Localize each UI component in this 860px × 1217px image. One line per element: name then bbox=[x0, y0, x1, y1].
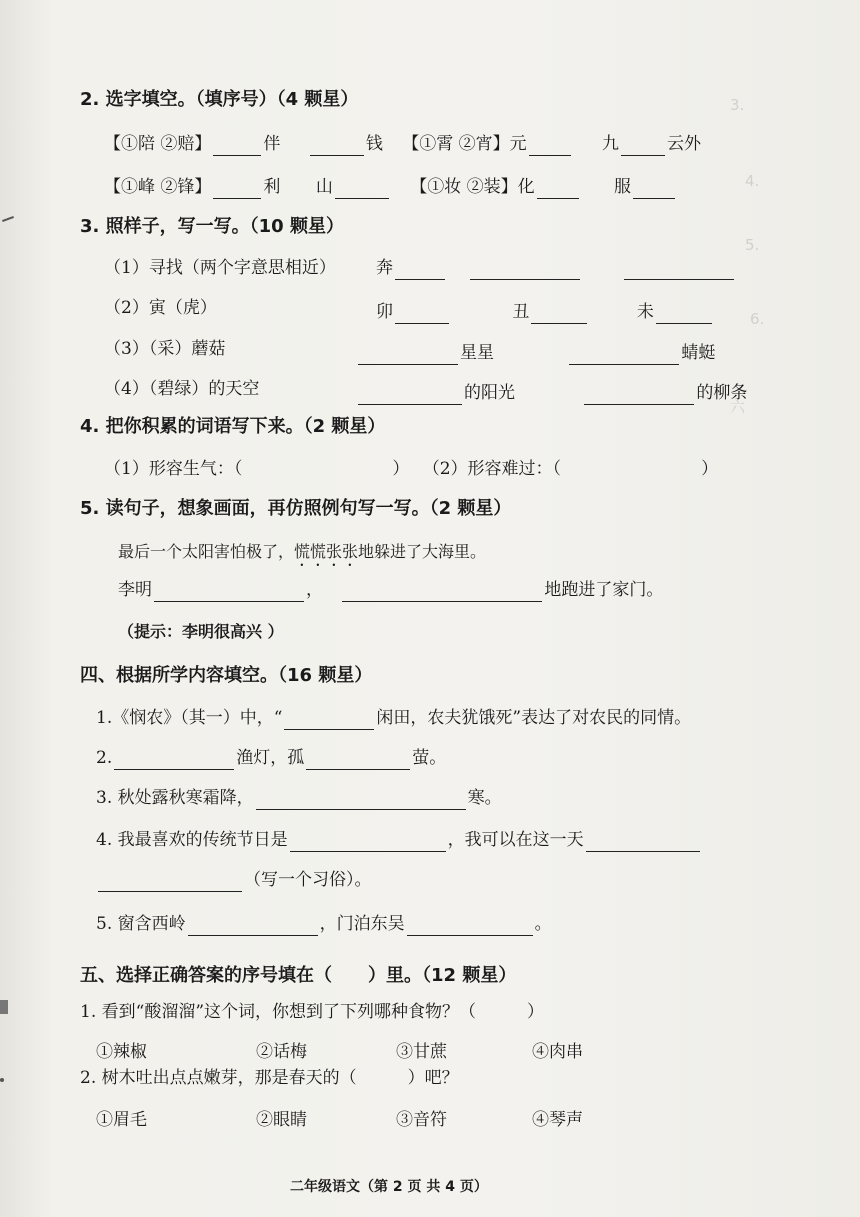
q3-row4-answers: 的阳光 的柳条 bbox=[356, 381, 747, 405]
option[interactable]: ③音符 bbox=[396, 1110, 447, 1130]
q3-row3-label: （3）（采）蘑菇 bbox=[104, 339, 226, 359]
q2-row1: 【①陪 ②赔】 伴 钱 【①霄 ②宵】元 九 云外 bbox=[104, 134, 702, 154]
answer-blank[interactable] bbox=[395, 305, 449, 324]
answer-blank[interactable] bbox=[584, 386, 694, 405]
q5-hint: （提示：李明很高兴 ） bbox=[118, 622, 284, 641]
q3-row1-answers: 奔 bbox=[376, 256, 736, 280]
q4-row: （1）形容生气：（ ） （2）形容难过：（ ） bbox=[104, 459, 719, 479]
sec5-q1-options bbox=[96, 1040, 583, 1064]
answer-blank[interactable] bbox=[656, 305, 712, 324]
answer-blank[interactable] bbox=[310, 137, 364, 156]
answer-blank[interactable] bbox=[470, 261, 580, 280]
scan-mark bbox=[0, 1000, 8, 1014]
bleed-through: 3. bbox=[730, 96, 745, 114]
bleed-through: 6. bbox=[750, 310, 765, 328]
q5-title: 5. 读句子，想象画面，再仿照例句写一写。（2 颗星） bbox=[80, 498, 512, 519]
page-footer: 二年级语文（第 2 页 共 4 页） bbox=[290, 1179, 488, 1195]
answer-blank[interactable] bbox=[633, 180, 675, 199]
sec4-item2: 2. 渔灯，孤 萤。 bbox=[96, 748, 447, 768]
sec5-q1: 1. 看到“酸溜溜”这个词，你想到了下列哪种食物？（ ） bbox=[80, 1002, 545, 1022]
q4-title: 4. 把你积累的词语写下来。（2 颗星） bbox=[80, 416, 386, 437]
q3-row3-answers: 星星 蜻蜓 bbox=[356, 341, 715, 365]
sec4-item3: 3. 秋处露秋寒霜降， 寒。 bbox=[96, 788, 502, 808]
answer-blank[interactable] bbox=[114, 751, 234, 770]
sec4-item1: 1.《悯农》（其一）中，“ 闲田，农夫犹饿死”表达了对农民的同情。 bbox=[96, 708, 692, 728]
option[interactable]: ②眼睛 bbox=[256, 1110, 307, 1130]
answer-blank[interactable] bbox=[586, 833, 700, 852]
option[interactable]: ④琴声 bbox=[532, 1110, 583, 1130]
q5-example: 最后一个太阳害怕极了，慌慌张张地躲进了大海里。 bbox=[118, 542, 487, 561]
q2-row2: 【①峰 ②锋】 利 山 【①妆 ②装】化 服 bbox=[104, 175, 677, 199]
q3-row2-answers: 卯 丑 未 bbox=[376, 300, 714, 324]
scan-mark bbox=[0, 1078, 4, 1082]
answer-blank[interactable] bbox=[188, 917, 318, 936]
q3-row2-label: （2）寅（虎） bbox=[104, 298, 217, 318]
answer-blank[interactable] bbox=[213, 137, 261, 156]
q2-title: 2. 选字填空。（填序号）（4 颗星） bbox=[80, 89, 359, 110]
answer-blank[interactable] bbox=[98, 873, 242, 892]
bleed-through: 六 bbox=[730, 398, 746, 416]
emphasis-dotted-word: 慌慌张张 bbox=[294, 542, 359, 561]
answer-blank[interactable] bbox=[256, 791, 466, 810]
option[interactable]: ②话梅 bbox=[256, 1042, 307, 1062]
answer-blank[interactable] bbox=[621, 137, 665, 156]
q3-row4-label: （4）（碧绿）的天空 bbox=[104, 379, 260, 399]
sec4-item4: 4. 我最喜欢的传统节日是 ，我可以在这一天 bbox=[96, 828, 702, 852]
sec5-title: 五、选择正确答案的序号填在（ ）里。（12 颗星） bbox=[80, 965, 517, 986]
answer-blank[interactable] bbox=[358, 346, 458, 365]
answer-blank[interactable] bbox=[284, 711, 374, 730]
answer-blank[interactable] bbox=[531, 305, 587, 324]
q3-row1-label: （1）寻找（两个字意思相近） bbox=[104, 258, 336, 278]
q3-title: 3. 照样子，写一写。（10 颗星） bbox=[80, 216, 344, 237]
bleed-through: 5. bbox=[745, 236, 760, 254]
option[interactable]: ③甘蔗 bbox=[396, 1042, 447, 1062]
answer-blank[interactable] bbox=[529, 137, 571, 156]
answer-blank[interactable] bbox=[569, 346, 679, 365]
answer-blank[interactable] bbox=[335, 180, 389, 199]
answer-blank[interactable] bbox=[407, 917, 533, 936]
sec4-title: 四、根据所学内容填空。（16 颗星） bbox=[80, 665, 373, 686]
bleed-through: 4. bbox=[745, 172, 760, 190]
option[interactable]: ①眉毛 bbox=[96, 1110, 147, 1130]
scan-mark bbox=[2, 216, 14, 222]
sec4-item5: 5. 窗含西岭 ，门泊东吴 。 bbox=[96, 914, 552, 934]
sec4-item4-cont: （写一个习俗）。 bbox=[96, 868, 372, 892]
sec5-q2-options bbox=[96, 1108, 583, 1132]
answer-blank[interactable] bbox=[537, 180, 579, 199]
answer-blank[interactable] bbox=[624, 261, 734, 280]
answer-blank[interactable] bbox=[358, 386, 462, 405]
answer-blank[interactable] bbox=[154, 583, 304, 602]
sec5-q2: 2. 树木吐出点点嫩芽，那是春天的（ ）吧？ bbox=[80, 1068, 459, 1088]
option[interactable]: ①辣椒 bbox=[96, 1042, 147, 1062]
answer-blank[interactable] bbox=[395, 261, 445, 280]
answer-blank[interactable] bbox=[213, 180, 261, 199]
answer-blank[interactable] bbox=[290, 833, 446, 852]
q5-answer-row: 李明 ， 地跑进了家门。 bbox=[118, 580, 664, 600]
option[interactable]: ④肉串 bbox=[532, 1042, 583, 1062]
answer-blank[interactable] bbox=[342, 583, 542, 602]
answer-blank[interactable] bbox=[306, 751, 410, 770]
